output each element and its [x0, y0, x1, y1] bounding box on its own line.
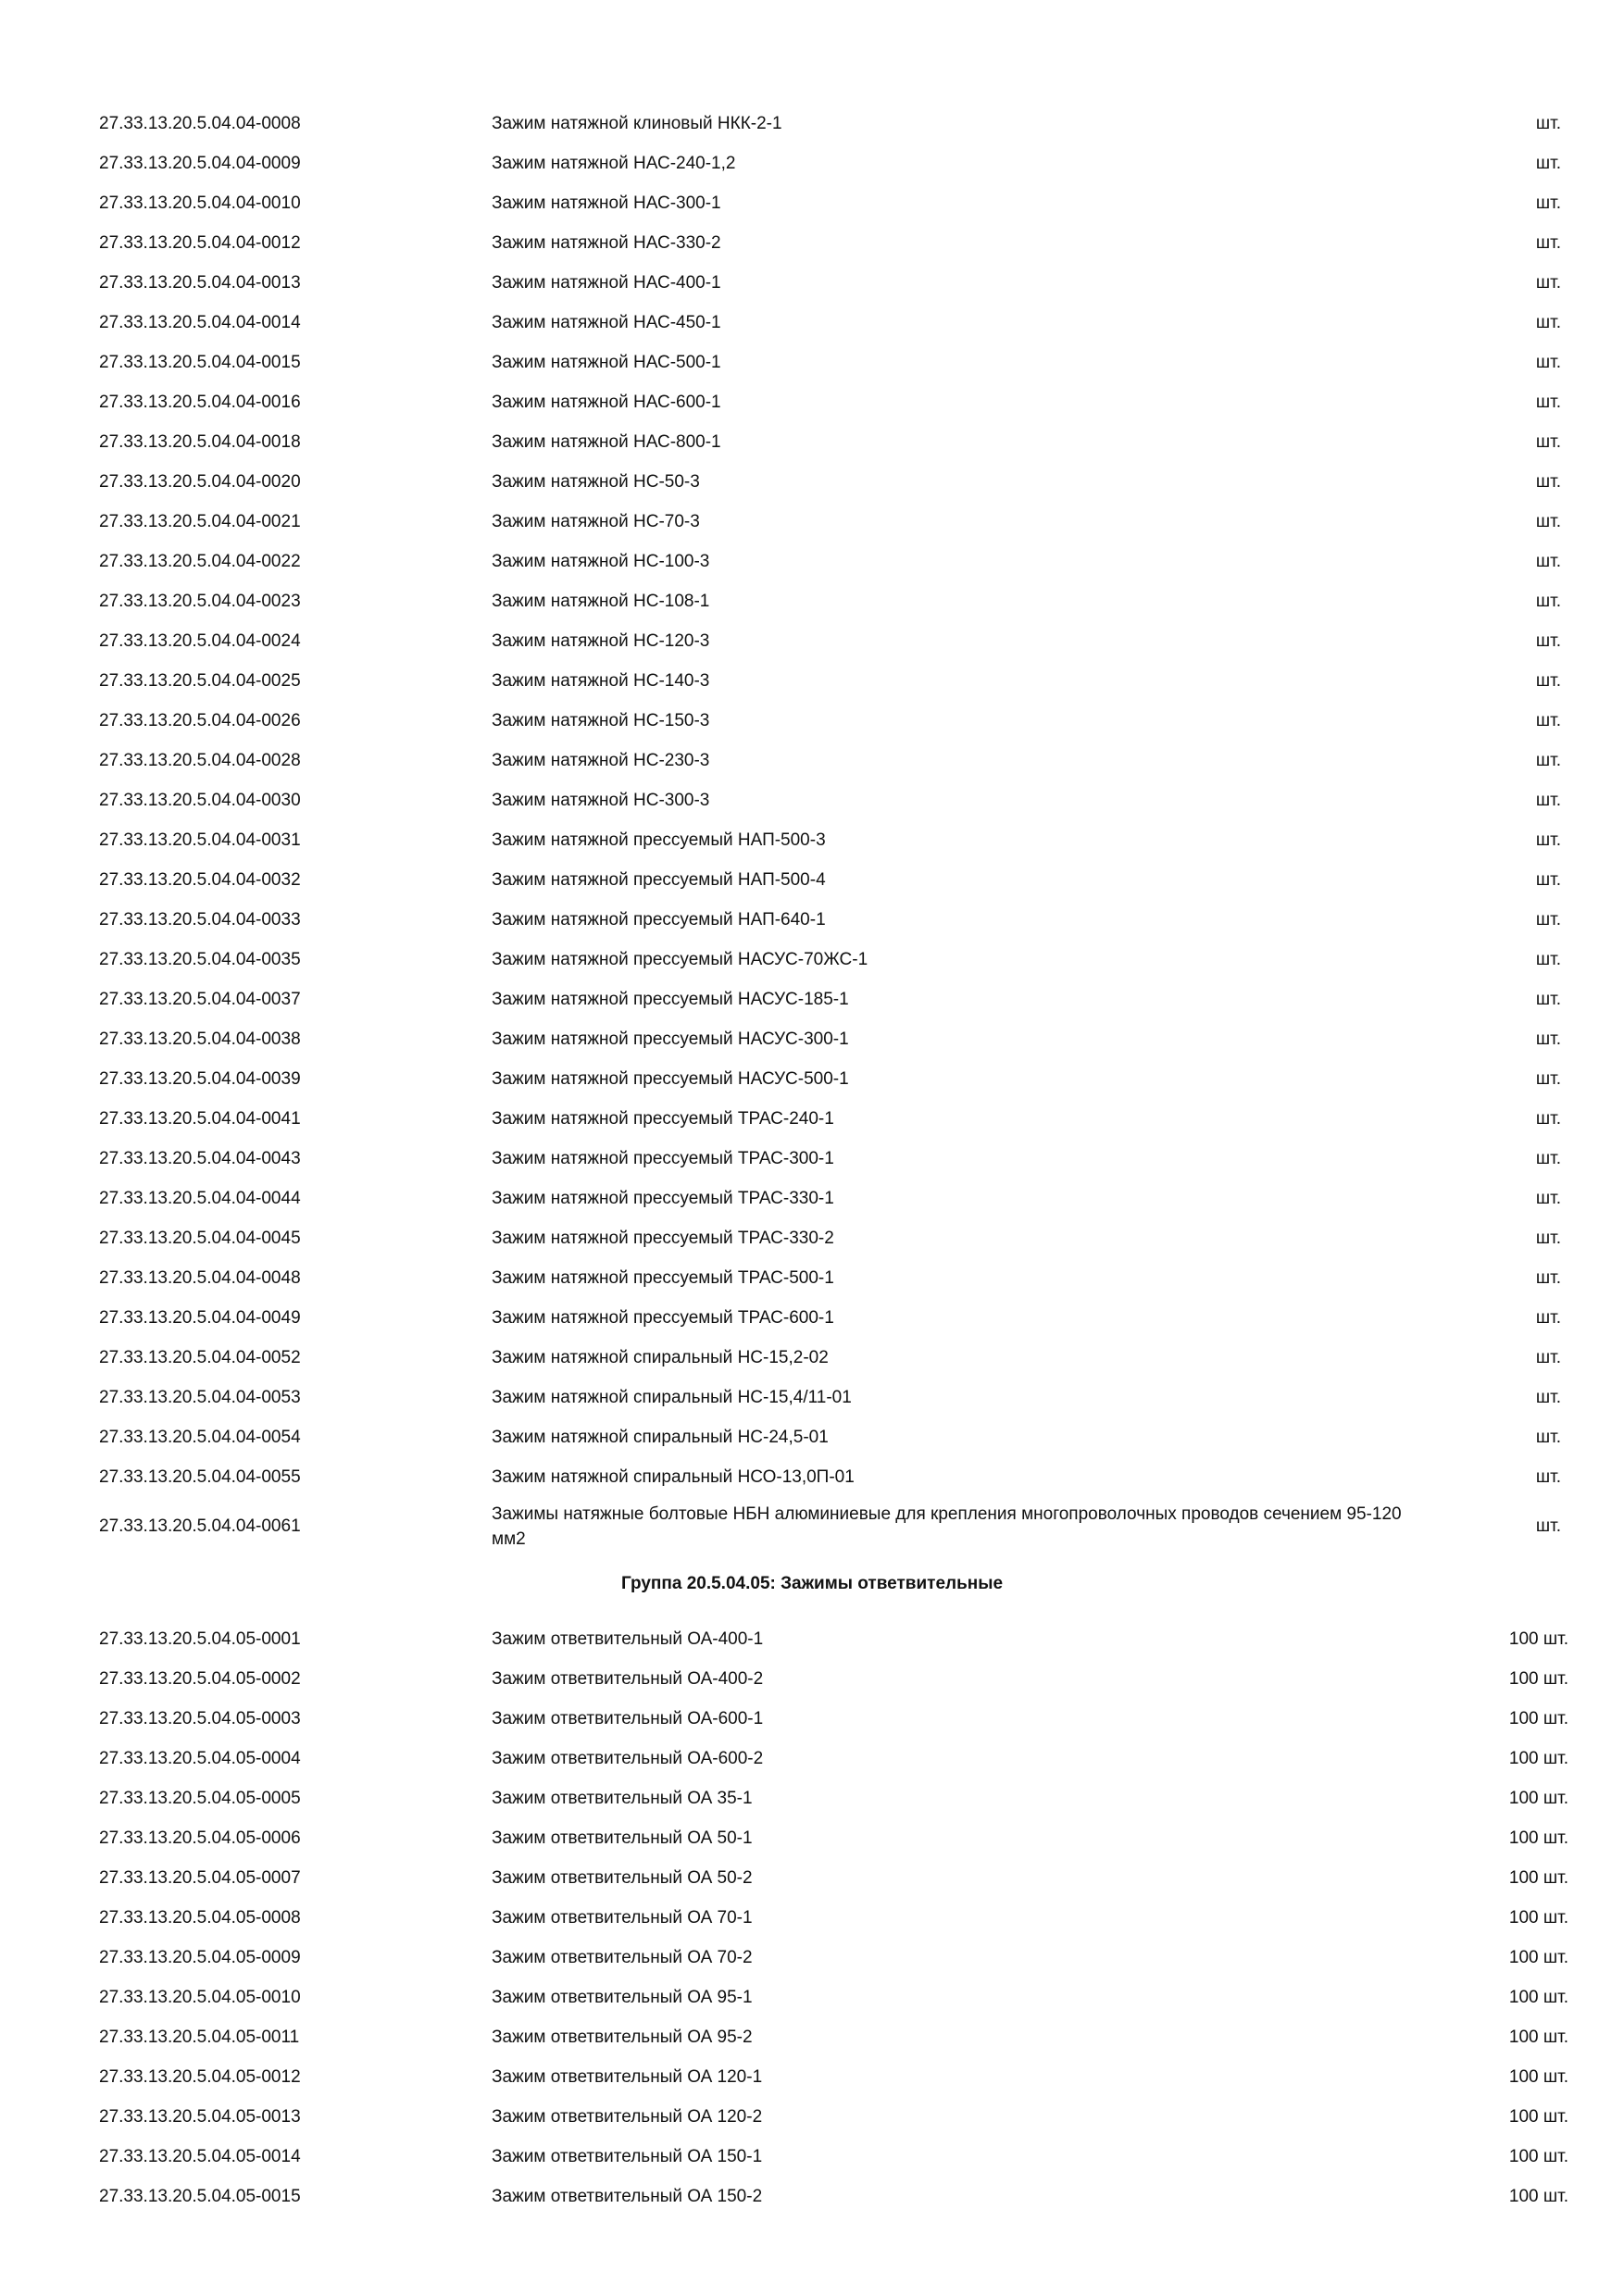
- item-name: Зажим натяжной НС-120-3: [492, 631, 710, 651]
- table-row: [0, 1258, 1624, 1298]
- item-unit: шт.: [1535, 353, 1561, 372]
- price-list: [0, 104, 1624, 2216]
- item-unit: шт.: [1535, 393, 1561, 412]
- item-code: 27.33.13.20.5.04.04-0049: [99, 1308, 301, 1328]
- item-code: 27.33.13.20.5.04.05-0007: [99, 1868, 301, 1888]
- item-name: Зажим натяжной НАС-450-1: [492, 313, 721, 332]
- item-unit: шт.: [1535, 830, 1561, 850]
- item-unit: шт.: [1535, 950, 1561, 969]
- item-name: Зажим натяжной прессуемый ТРАС-300-1: [492, 1149, 834, 1168]
- item-unit: шт.: [1535, 1388, 1561, 1407]
- item-code: 27.33.13.20.5.04.05-0015: [99, 2187, 301, 2206]
- item-name: Зажим ответвительный ОА 50-1: [492, 1828, 753, 1848]
- item-unit: шт.: [1535, 233, 1561, 253]
- item-name: Зажим ответвительный ОА 35-1: [492, 1789, 753, 1808]
- table-row: [0, 1778, 1624, 1818]
- item-unit: шт.: [1535, 592, 1561, 611]
- table-row: [0, 382, 1624, 422]
- item-code: 27.33.13.20.5.04.04-0044: [99, 1189, 301, 1208]
- item-unit: 100 шт.: [1508, 1988, 1568, 2007]
- table-row: [0, 303, 1624, 343]
- item-unit: шт.: [1535, 910, 1561, 930]
- item-unit: 100 шт.: [1508, 1749, 1568, 1768]
- item-unit: 100 шт.: [1508, 1948, 1568, 1967]
- item-unit: шт.: [1535, 791, 1561, 810]
- item-code: 27.33.13.20.5.04.05-0009: [99, 1948, 301, 1967]
- item-unit: шт.: [1535, 313, 1561, 332]
- item-name: Зажим ответвительный ОА 150-2: [492, 2187, 763, 2206]
- item-code: 27.33.13.20.5.04.04-0012: [99, 233, 301, 253]
- item-name: Зажим ответвительный ОА 95-2: [492, 2028, 753, 2047]
- item-unit: шт.: [1535, 114, 1561, 133]
- item-code: 27.33.13.20.5.04.04-0008: [99, 114, 301, 133]
- item-code: 27.33.13.20.5.04.04-0055: [99, 1467, 301, 1487]
- item-name: Зажим натяжной прессуемый ТРАС-330-2: [492, 1229, 834, 1248]
- item-code: 27.33.13.20.5.04.04-0033: [99, 910, 301, 930]
- item-name: Зажим натяжной НС-300-3: [492, 791, 710, 810]
- item-name: Зажим натяжной прессуемый НАСУС-500-1: [492, 1069, 849, 1089]
- table-row: [0, 2017, 1624, 2057]
- table-row: [0, 741, 1624, 780]
- item-unit: шт.: [1535, 1268, 1561, 1288]
- table-row: [0, 980, 1624, 1019]
- item-code: 27.33.13.20.5.04.04-0045: [99, 1229, 301, 1248]
- table-row: [0, 263, 1624, 303]
- table-row: [0, 661, 1624, 701]
- table-row: [0, 1457, 1624, 1497]
- table-row: [0, 780, 1624, 820]
- item-code: 27.33.13.20.5.04.04-0016: [99, 393, 301, 412]
- item-code: 27.33.13.20.5.04.04-0028: [99, 751, 301, 770]
- item-unit: 100 шт.: [1508, 1789, 1568, 1808]
- table-row: [0, 542, 1624, 581]
- table-row: [0, 1378, 1624, 1417]
- item-name: Зажимы натяжные болтовые НБН алюминиевые для крепления многопроволочных проводов сечением 95-120 мм2: [492, 1504, 1402, 1549]
- item-name: Зажим натяжной прессуемый ТРАС-330-1: [492, 1189, 834, 1208]
- item-unit: шт.: [1535, 1029, 1561, 1049]
- item-name: Зажим натяжной НС-100-3: [492, 552, 710, 571]
- item-name: Зажим натяжной НАС-800-1: [492, 432, 721, 452]
- item-code: 27.33.13.20.5.04.04-0023: [99, 592, 301, 611]
- item-name: Зажим натяжной клиновый НКК-2-1: [492, 114, 782, 133]
- item-unit: шт.: [1535, 193, 1561, 213]
- item-unit: 100 шт.: [1508, 2028, 1568, 2047]
- table-row: [0, 820, 1624, 860]
- item-unit: шт.: [1535, 1467, 1561, 1487]
- item-unit: шт.: [1535, 273, 1561, 293]
- item-unit: 100 шт.: [1508, 1828, 1568, 1848]
- item-code: 27.33.13.20.5.04.05-0008: [99, 1908, 301, 1928]
- item-code: 27.33.13.20.5.04.04-0048: [99, 1268, 301, 1288]
- table-row: [0, 1417, 1624, 1457]
- table-row: [0, 701, 1624, 741]
- item-unit: шт.: [1535, 1428, 1561, 1447]
- table-row: [0, 144, 1624, 183]
- item-name: Зажим ответвительный ОА-600-1: [492, 1709, 764, 1728]
- item-name: Зажим натяжной НАС-330-2: [492, 233, 721, 253]
- table-row: [0, 104, 1624, 144]
- item-code: 27.33.13.20.5.04.04-0020: [99, 472, 301, 492]
- item-name: Зажим ответвительный ОА 70-2: [492, 1948, 753, 1967]
- item-code: 27.33.13.20.5.04.04-0053: [99, 1388, 301, 1407]
- table-row: [0, 581, 1624, 621]
- table-row: [0, 1298, 1624, 1338]
- item-unit: шт.: [1535, 711, 1561, 730]
- item-unit: 100 шт.: [1508, 2107, 1568, 2127]
- item-code: 27.33.13.20.5.04.05-0013: [99, 2107, 301, 2127]
- item-code: 27.33.13.20.5.04.04-0032: [99, 870, 301, 890]
- item-code: 27.33.13.20.5.04.04-0039: [99, 1069, 301, 1089]
- item-code: 27.33.13.20.5.04.04-0021: [99, 512, 301, 531]
- item-name: Зажим натяжной НАС-300-1: [492, 193, 721, 213]
- item-unit: 100 шт.: [1508, 1868, 1568, 1888]
- item-unit: шт.: [1535, 472, 1561, 492]
- item-code: 27.33.13.20.5.04.04-0024: [99, 631, 301, 651]
- item-name: Зажим натяжной НС-50-3: [492, 472, 700, 492]
- item-unit: 100 шт.: [1508, 1629, 1568, 1649]
- table-row: [0, 223, 1624, 263]
- item-code: 27.33.13.20.5.04.04-0035: [99, 950, 301, 969]
- item-code: 27.33.13.20.5.04.04-0018: [99, 432, 301, 452]
- item-name: Зажим натяжной спиральный НС-24,5-01: [492, 1428, 829, 1447]
- item-name: Зажим натяжной НС-230-3: [492, 751, 710, 770]
- item-code: 27.33.13.20.5.04.04-0026: [99, 711, 301, 730]
- item-code: 27.33.13.20.5.04.04-0009: [99, 154, 301, 173]
- table-row: [0, 1139, 1624, 1179]
- item-name: Зажим натяжной НС-108-1: [492, 592, 710, 611]
- item-name: Зажим натяжной прессуемый ТРАС-600-1: [492, 1308, 834, 1328]
- item-unit: шт.: [1535, 1189, 1561, 1208]
- item-unit: шт.: [1535, 870, 1561, 890]
- table-row: [0, 1898, 1624, 1938]
- group-04-rows: [0, 104, 1624, 1497]
- item-unit: шт.: [1535, 432, 1561, 452]
- item-name: Зажим натяжной прессуемый ТРАС-500-1: [492, 1268, 834, 1288]
- item-code: 27.33.13.20.5.04.05-0012: [99, 2067, 301, 2087]
- item-name: Зажим натяжной НАС-500-1: [492, 353, 721, 372]
- item-code: 27.33.13.20.5.04.04-0043: [99, 1149, 301, 1168]
- group-title: Группа 20.5.04.05: Зажимы ответвительные: [620, 1574, 1004, 1593]
- item-code: 27.33.13.20.5.04.04-0031: [99, 830, 301, 850]
- table-row: [0, 462, 1624, 502]
- item-name: Зажим натяжной прессуемый ТРАС-240-1: [492, 1109, 834, 1129]
- item-name: Зажим натяжной НАС-400-1: [492, 273, 721, 293]
- item-name: Зажим ответвительный ОА 95-1: [492, 1988, 753, 2007]
- item-name: Зажим натяжной прессуемый НАП-500-4: [492, 870, 826, 890]
- item-code: 27.33.13.20.5.04.04-0041: [99, 1109, 301, 1129]
- table-row: [0, 1978, 1624, 2017]
- item-unit: 100 шт.: [1508, 2067, 1568, 2087]
- item-code: 27.33.13.20.5.04.04-0054: [99, 1428, 301, 1447]
- item-name: Зажим натяжной спиральный НС-15,2-02: [492, 1348, 829, 1367]
- table-row: [0, 1059, 1624, 1099]
- item-code: 27.33.13.20.5.04.04-0013: [99, 273, 301, 293]
- table-row: [0, 1818, 1624, 1858]
- table-row: [0, 1099, 1624, 1139]
- item-code: 27.33.13.20.5.04.04-0022: [99, 552, 301, 571]
- table-row: [0, 2177, 1624, 2216]
- table-row: [0, 2057, 1624, 2097]
- item-name: Зажим натяжной НС-140-3: [492, 671, 710, 691]
- item-unit: шт.: [1535, 671, 1561, 691]
- table-row: [0, 1699, 1624, 1739]
- item-name: Зажим натяжной НС-70-3: [492, 512, 700, 531]
- table-row: [0, 502, 1624, 542]
- item-name: Зажим ответвительный ОА 120-1: [492, 2067, 763, 2087]
- item-unit: шт.: [1535, 1109, 1561, 1129]
- item-code: 27.33.13.20.5.04.04-0037: [99, 990, 301, 1009]
- item-name: Зажим натяжной прессуемый НАСУС-70ЖС-1: [492, 950, 868, 969]
- item-name: Зажим ответвительный ОА 70-1: [492, 1908, 753, 1928]
- item-unit: шт.: [1535, 1308, 1561, 1328]
- item-name: Зажим натяжной прессуемый НАП-640-1: [492, 910, 826, 930]
- table-row: [0, 1497, 1624, 1556]
- group-05-rows: [0, 1619, 1624, 2216]
- item-name: Зажим ответвительный ОА 50-2: [492, 1868, 753, 1888]
- item-name: Зажим ответвительный ОА-600-2: [492, 1749, 764, 1768]
- item-code: 27.33.13.20.5.04.04-0061: [99, 1516, 301, 1536]
- item-unit: шт.: [1535, 1069, 1561, 1089]
- item-unit: шт.: [1535, 1348, 1561, 1367]
- item-unit: шт.: [1535, 1229, 1561, 1248]
- item-unit: шт.: [1535, 1516, 1561, 1536]
- item-code: 27.33.13.20.5.04.05-0011: [99, 2028, 300, 2047]
- item-unit: шт.: [1535, 631, 1561, 651]
- item-code: 27.33.13.20.5.04.05-0003: [99, 1709, 301, 1728]
- item-unit: шт.: [1535, 751, 1561, 770]
- item-code: 27.33.13.20.5.04.05-0001: [99, 1629, 301, 1649]
- item-name: Зажим натяжной спиральный НСО-13,0П-01: [492, 1467, 855, 1487]
- item-unit: 100 шт.: [1508, 1669, 1568, 1689]
- table-row: [0, 940, 1624, 980]
- item-name: Зажим натяжной прессуемый НАСУС-300-1: [492, 1029, 849, 1049]
- item-name: Зажим ответвительный ОА-400-1: [492, 1629, 764, 1649]
- item-code: 27.33.13.20.5.04.04-0010: [99, 193, 301, 213]
- table-row: [0, 1938, 1624, 1978]
- table-row: [0, 1659, 1624, 1699]
- item-code: 27.33.13.20.5.04.04-0014: [99, 313, 301, 332]
- table-row: [0, 183, 1624, 223]
- table-row: [0, 1218, 1624, 1258]
- table-row: [0, 1858, 1624, 1898]
- item-code: 27.33.13.20.5.04.05-0014: [99, 2147, 301, 2166]
- table-row: [0, 2137, 1624, 2177]
- item-name: Зажим ответвительный ОА-400-2: [492, 1669, 764, 1689]
- item-code: 27.33.13.20.5.04.04-0038: [99, 1029, 301, 1049]
- item-name: Зажим натяжной НАС-240-1,2: [492, 154, 736, 173]
- item-name: Зажим ответвительный ОА 120-2: [492, 2107, 763, 2127]
- table-row: [0, 621, 1624, 661]
- item-unit: 100 шт.: [1508, 1908, 1568, 1928]
- table-row: [0, 900, 1624, 940]
- item-unit: шт.: [1535, 990, 1561, 1009]
- item-code: 27.33.13.20.5.04.05-0006: [99, 1828, 301, 1848]
- table-row: [0, 1619, 1624, 1659]
- item-name: Зажим натяжной НС-150-3: [492, 711, 710, 730]
- item-code: 27.33.13.20.5.04.05-0002: [99, 1669, 301, 1689]
- table-row: [0, 1338, 1624, 1378]
- table-row: [0, 2097, 1624, 2137]
- item-unit: шт.: [1535, 154, 1561, 173]
- item-code: 27.33.13.20.5.04.05-0004: [99, 1749, 301, 1768]
- item-code: 27.33.13.20.5.04.04-0015: [99, 353, 301, 372]
- item-name: Зажим натяжной прессуемый НАП-500-3: [492, 830, 826, 850]
- item-unit: 100 шт.: [1508, 2187, 1568, 2206]
- item-unit: 100 шт.: [1508, 1709, 1568, 1728]
- item-code: 27.33.13.20.5.04.04-0052: [99, 1348, 301, 1367]
- table-row: [0, 343, 1624, 382]
- item-unit: шт.: [1535, 1149, 1561, 1168]
- item-name: Зажим натяжной прессуемый НАСУС-185-1: [492, 990, 849, 1009]
- item-name: Зажим ответвительный ОА 150-1: [492, 2147, 763, 2166]
- item-code: 27.33.13.20.5.04.05-0005: [99, 1789, 301, 1808]
- table-row: [0, 1179, 1624, 1218]
- item-unit: шт.: [1535, 552, 1561, 571]
- item-unit: шт.: [1535, 512, 1561, 531]
- table-row: [0, 1739, 1624, 1778]
- table-row: [0, 422, 1624, 462]
- table-row: [0, 1019, 1624, 1059]
- item-name: Зажим натяжной спиральный НС-15,4/11-01: [492, 1388, 852, 1407]
- item-code: 27.33.13.20.5.04.05-0010: [99, 1988, 301, 2007]
- item-code: 27.33.13.20.5.04.04-0030: [99, 791, 301, 810]
- table-row: [0, 860, 1624, 900]
- item-name: Зажим натяжной НАС-600-1: [492, 393, 721, 412]
- item-unit: 100 шт.: [1508, 2147, 1568, 2166]
- item-code: 27.33.13.20.5.04.04-0025: [99, 671, 301, 691]
